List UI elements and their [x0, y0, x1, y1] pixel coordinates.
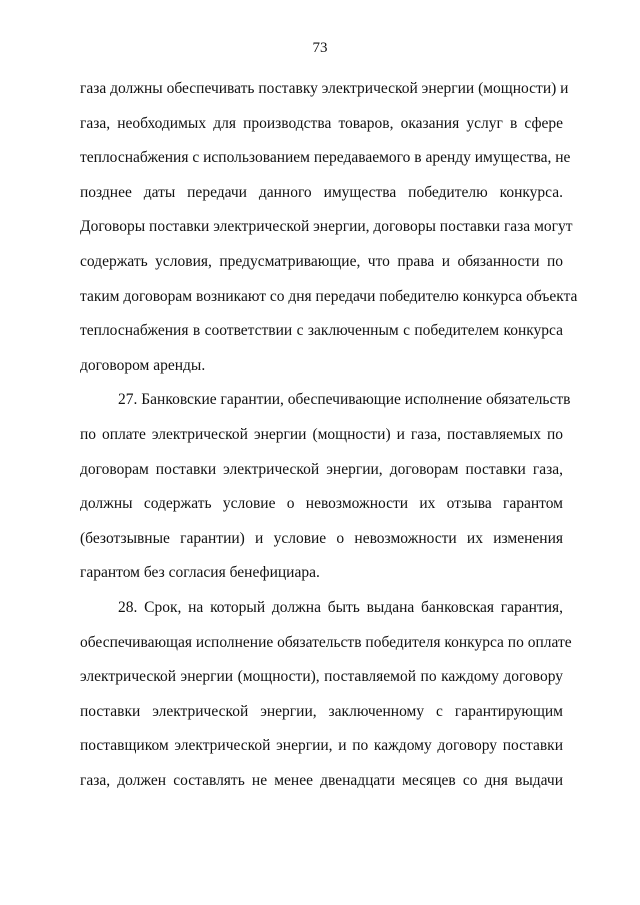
text-line: позднее даты передачи данного имущества победителю конкурса.	[80, 183, 563, 201]
document-body	[80, 72, 578, 798]
text-line: теплоснабжения в соответствии с заключенным с победителем конкурса	[80, 322, 563, 340]
text-line: содержать условия, предусматривающие, что права и обязанности по	[80, 252, 563, 270]
text-line: электрической энергии (мощности), поставляемой по каждому договору	[80, 668, 563, 686]
text-line: теплоснабжения с использованием передаваемого в аренду имущества, не	[80, 149, 571, 167]
text-line: обеспечивающая исполнение обязательств победителя конкурса по оплате	[80, 633, 572, 651]
text-line: 28. Срок, на который должна быть выдана банковская гарантия,	[118, 598, 563, 616]
text-line: (безотзывные гарантии) и условие о невозможности их изменения	[80, 529, 563, 547]
text-line: гарантом без согласия бенефициара.	[80, 564, 320, 582]
text-line: газа, необходимых для производства товаров, оказания услуг в сфере	[80, 114, 563, 132]
text-line: договорам поставки электрической энергии, договорам поставки газа,	[80, 460, 563, 478]
text-line: таким договорам возникают со дня передачи победителю конкурса объекта	[80, 287, 578, 305]
text-line: поставки электрической энергии, заключенному с гарантирующим	[80, 702, 563, 720]
text-line: должны содержать условие о невозможности их отзыва гарантом	[80, 495, 563, 513]
text-line: поставщиком электрической энергии, и по каждому договору поставки	[80, 737, 563, 755]
text-line: газа, должен составлять не менее двенадцати месяцев со дня выдачи	[80, 771, 563, 789]
text-line: Договоры поставки электрической энергии, договоры поставки газа могут	[80, 218, 573, 236]
text-line: газа должны обеспечивать поставку электрической энергии (мощности) и	[80, 80, 569, 97]
text-line: 27. Банковские гарантии, обеспечивающие исполнение обязательств	[118, 391, 571, 409]
text-line: по оплате электрической энергии (мощности) и газа, поставляемых по	[80, 425, 563, 443]
page-number: 73	[312, 40, 328, 56]
text-line: договором аренды.	[80, 356, 206, 374]
